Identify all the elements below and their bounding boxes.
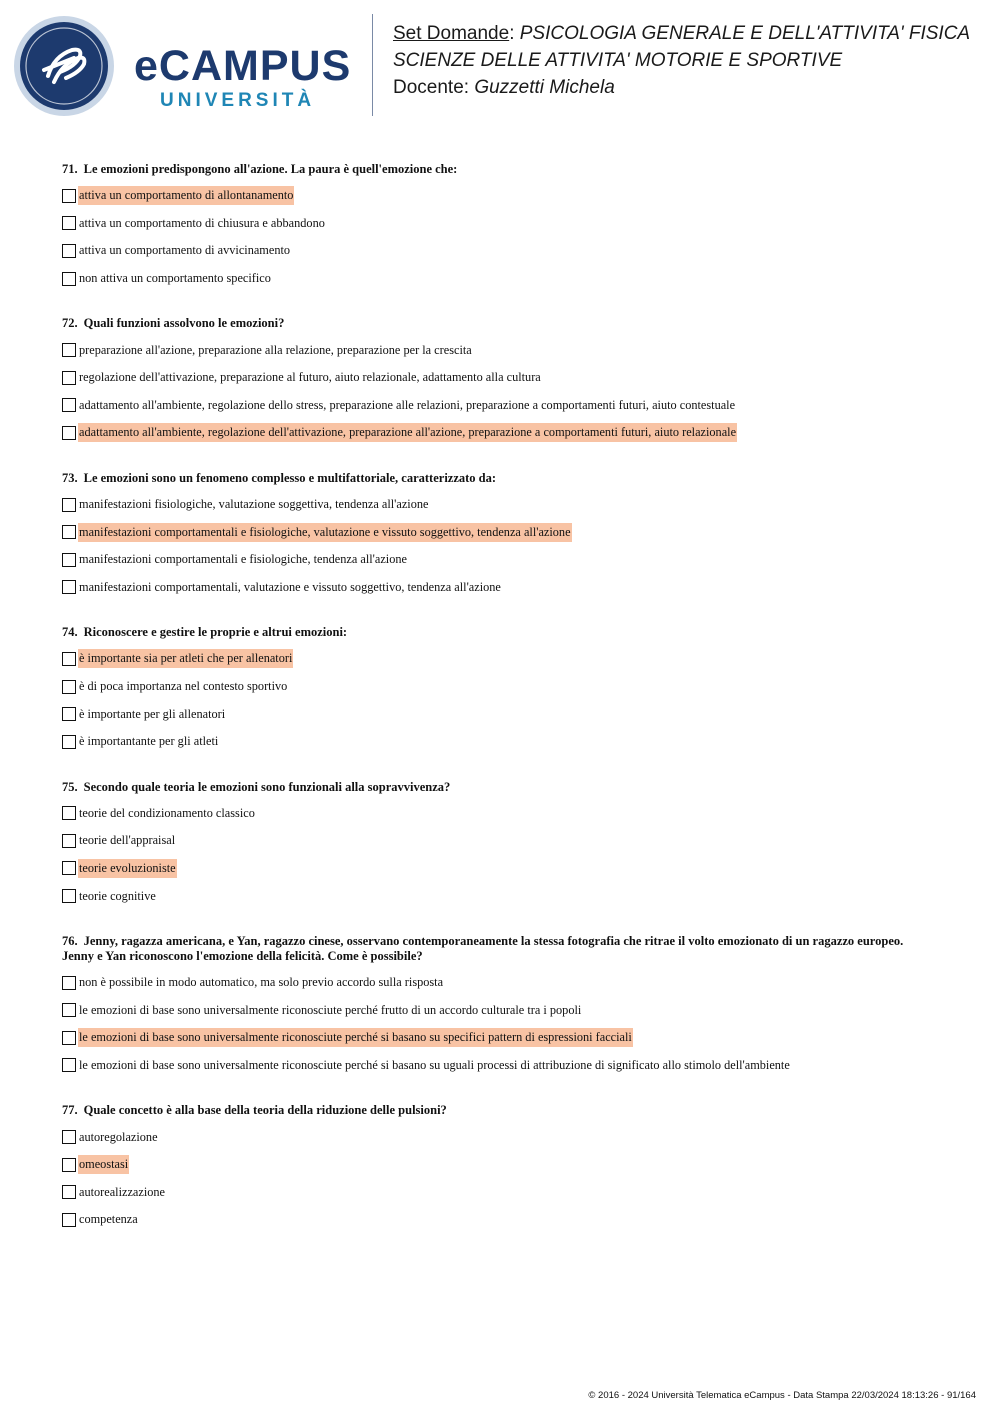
answer-checkbox[interactable] [62,1031,76,1045]
question-block [62,930,962,1079]
question-text: Riconoscere e gestire le proprie e altrui emozioni: [83,625,348,640]
answer-option[interactable] [62,491,962,519]
answer-option[interactable] [62,728,962,756]
set-label: Set Domande [393,23,510,44]
answer-checkbox[interactable] [62,498,76,512]
page-footer: © 2016 - 2024 Università Telematica eCampus - Data Stampa 22/03/2024 18:13:26 - 91/164 [588,1390,976,1401]
question-block [62,312,962,446]
answer-checkbox[interactable] [62,806,76,820]
answer-option[interactable] [62,182,962,210]
answer-checkbox[interactable] [62,371,76,385]
set-colon: : [509,23,515,44]
answer-checkbox[interactable] [62,525,76,539]
answer-checkbox[interactable] [62,680,76,694]
logo-brand-name: eCAMPUS [134,42,352,90]
answer-option[interactable] [62,210,962,238]
answer-option[interactable] [62,882,962,910]
question-number: 72. [62,316,78,331]
answer-text-correct: le emozioni di base sono universalmente riconosciute perché si basano su specifici pattern di espressioni facciali [78,1028,633,1047]
answer-option[interactable] [62,827,962,855]
answer-text-correct: omeostasi [78,1155,129,1174]
question-number: 74. [62,625,78,640]
answer-text-correct: è importante sia per atleti che per allenatori [78,649,293,668]
answer-option[interactable] [62,265,962,293]
answer-text: teorie dell'appraisal [79,833,176,848]
answer-checkbox[interactable] [62,426,76,440]
answer-option[interactable] [62,518,962,546]
question-title [62,158,962,182]
question-number: 76. [62,933,78,948]
question-block [62,621,962,755]
answer-checkbox[interactable] [62,889,76,903]
answer-text-correct: adattamento all'ambiente, regolazione dell'attivazione, preparazione all'azione, preparazione a comportamenti futuri, aiuto relazionale [78,423,737,442]
answer-checkbox[interactable] [62,343,76,357]
answer-option[interactable] [62,1052,962,1080]
answer-text: è importante per gli allenatori [79,706,226,721]
answer-option[interactable] [62,392,962,420]
answer-text: le emozioni di base sono universalmente riconosciute perché frutto di un accordo culturale tra i popoli [79,1002,582,1017]
answer-checkbox[interactable] [62,244,76,258]
question-text-continued: Jenny e Yan riconoscono l'emozione della felicità. Come è possibile? [62,948,423,963]
answer-checkbox[interactable] [62,216,76,230]
answer-option[interactable] [62,574,962,602]
answer-text: autorealizzazione [79,1184,166,1199]
answer-text: è di poca importanza nel contesto sportivo [79,679,288,694]
course-title-line-1: PSICOLOGIA GENERALE E DELL'ATTIVITA' FISICA [519,23,971,44]
answer-option[interactable] [62,1123,962,1151]
answer-text-correct: attiva un comportamento di allontanamento [78,186,294,205]
answer-text: autoregolazione [79,1129,158,1144]
answer-text: regolazione dell'attivazione, preparazione al futuro, aiuto relazionale, adattamento alla cultura [79,370,541,385]
logo-brand-sub: UNIVERSITÀ [160,90,316,111]
question-title [62,930,962,969]
answer-text-correct: manifestazioni comportamentali e fisiologiche, valutazione e vissuto soggettivo, tendenza all'azione [78,523,572,542]
answer-text: preparazione all'azione, preparazione alla relazione, preparazione per la crescita [79,342,472,357]
answer-option[interactable] [62,645,962,673]
answer-option[interactable] [62,1024,962,1052]
answer-option[interactable] [62,237,962,265]
question-text: Quali funzioni assolvono le emozioni? [83,316,285,331]
answer-text: le emozioni di base sono universalmente riconosciute perché si basano su uguali processi di attribuzione di significato allo stimolo dell'ambiente [79,1057,790,1072]
answer-text: non attiva un comportamento specifico [79,271,271,286]
answer-checkbox[interactable] [62,652,76,666]
answer-checkbox[interactable] [62,580,76,594]
answer-text: manifestazioni comportamentali e fisiologiche, tendenza all'azione [79,552,407,567]
question-number: 77. [62,1103,78,1118]
answer-option[interactable] [62,673,962,701]
answer-text: non è possibile in modo automatico, ma solo previo accordo sulla risposta [79,975,444,990]
question-title [62,621,962,645]
answer-checkbox[interactable] [62,735,76,749]
answer-option[interactable] [62,800,962,828]
answer-text: manifestazioni fisiologiche, valutazione soggettiva, tendenza all'azione [79,497,429,512]
question-number: 73. [62,470,78,485]
question-title [62,467,962,491]
question-block [62,776,962,910]
page-header [0,0,1000,130]
answer-option[interactable] [62,336,962,364]
answer-checkbox[interactable] [62,1058,76,1072]
question-text: Le emozioni predispongono all'azione. La paura è quell'emozione che: [83,162,458,176]
course-title-line-2: SCIENZE DELLE ATTIVITA' MOTORIE E SPORTIVE [393,50,843,71]
answer-checkbox[interactable] [62,834,76,848]
answer-text: adattamento all'ambiente, regolazione dello stress, preparazione alle relazioni, preparazione a comportamenti futuri, aiuto contestuale [79,397,736,412]
answer-checkbox[interactable] [62,1158,76,1172]
header-line-3 [393,74,993,101]
answer-checkbox[interactable] [62,1003,76,1017]
answer-option[interactable] [62,855,962,883]
answer-option[interactable] [62,996,962,1024]
answer-text: è importantante per gli atleti [79,734,219,749]
answer-checkbox[interactable] [62,553,76,567]
answer-checkbox[interactable] [62,707,76,721]
question-list [62,158,962,1254]
answer-option[interactable] [62,969,962,997]
question-text: Jenny, ragazza americana, e Yan, ragazzo cinese, osservano contemporaneamente la stessa fotografia che ritrae il volto emozionato di un ragazzo europeo. [83,933,904,948]
question-title [62,1099,962,1123]
question-block [62,467,962,601]
answer-checkbox[interactable] [62,1185,76,1199]
answer-checkbox[interactable] [62,189,76,203]
answer-text: competenza [79,1212,138,1227]
header-line-1 [393,20,993,47]
answer-option[interactable] [62,1151,962,1179]
answer-checkbox[interactable] [62,1213,76,1227]
header-divider [372,14,373,116]
question-text: Quale concetto è alla base della teoria della riduzione delle pulsioni? [83,1103,447,1118]
answer-text-correct: teorie evoluzioniste [78,859,177,878]
question-number: 71. [62,162,78,176]
answer-text: teorie del condizionamento classico [79,805,255,820]
question-text: Le emozioni sono un fenomeno complesso e multifattoriale, caratterizzato da: [83,470,497,485]
answer-option[interactable] [62,546,962,574]
answer-checkbox[interactable] [62,1130,76,1144]
question-block [62,158,962,292]
answer-text: manifestazioni comportamentali, valutazione e vissuto soggettivo, tendenza all'azione [79,579,501,594]
answer-text: teorie cognitive [79,888,156,903]
answer-checkbox[interactable] [62,861,76,875]
question-text: Secondo quale teoria le emozioni sono funzionali alla sopravvivenza? [83,779,451,794]
answer-text: attiva un comportamento di avvicinamento [79,243,291,258]
ecampus-logo [14,14,359,118]
answer-option[interactable] [62,1178,962,1206]
answer-checkbox[interactable] [62,976,76,990]
answer-option[interactable] [62,419,962,447]
question-title [62,312,962,336]
answer-option[interactable] [62,364,962,392]
question-number: 75. [62,779,78,794]
answer-option[interactable] [62,1206,962,1234]
header-info [393,20,993,101]
answer-checkbox[interactable] [62,398,76,412]
answer-text: attiva un comportamento di chiusura e abbandono [79,215,325,230]
answer-checkbox[interactable] [62,272,76,286]
question-block [62,1099,962,1233]
answer-option[interactable] [62,700,962,728]
question-title [62,776,962,800]
teacher-label: Docente: [393,77,470,98]
teacher-name: Guzzetti Michela [474,77,615,98]
